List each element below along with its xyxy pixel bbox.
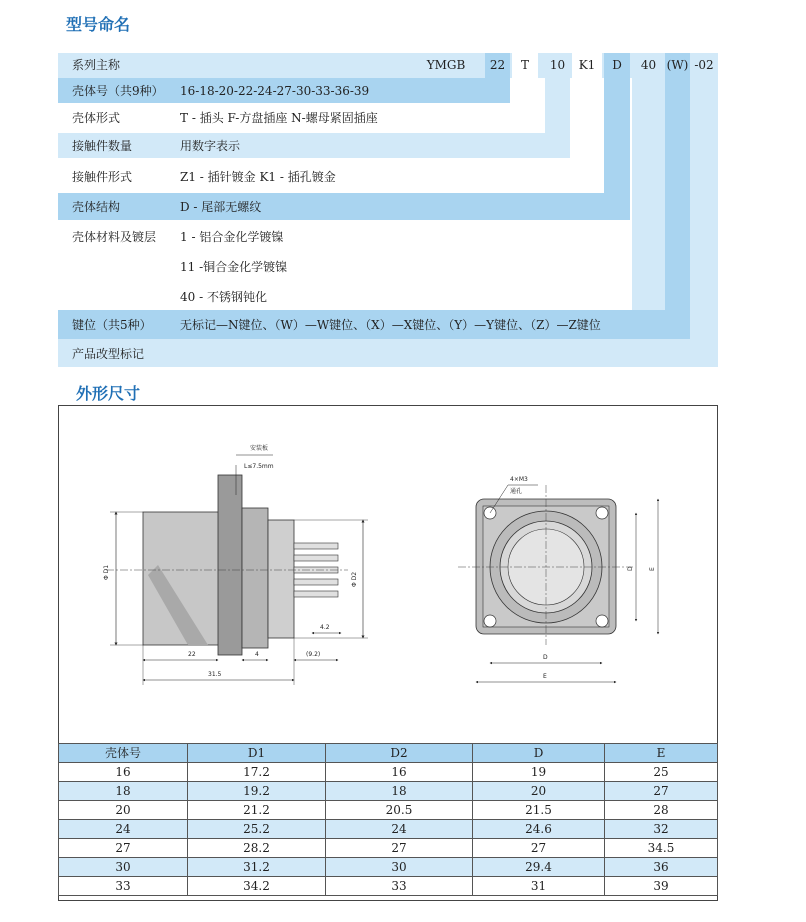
cell: 27 [326, 839, 473, 858]
table-row [59, 839, 718, 858]
col-K1 [572, 53, 602, 193]
row-label-7: 键位（共5种） [72, 318, 152, 332]
row-band-5 [58, 193, 630, 220]
model-naming-chart [0, 0, 806, 380]
side-view [103, 444, 368, 685]
row-label-4: 接触件形式 [72, 170, 133, 184]
table-header-row [59, 744, 718, 763]
col-header-shell: 壳体号 [59, 744, 188, 763]
table-row [59, 820, 718, 839]
code-seg-0: YMGB [426, 58, 466, 72]
cell: 30 [59, 858, 188, 877]
table-row [59, 877, 718, 896]
table-row [59, 763, 718, 782]
col-02 [690, 53, 718, 367]
label-holes: 4×M3 [510, 476, 528, 483]
cell: 34.2 [188, 877, 326, 896]
cell: 20.5 [326, 801, 473, 820]
label-dim-D-horiz: D [543, 654, 548, 661]
row-value-3: 用数字表示 [180, 139, 241, 153]
table-row [59, 801, 718, 820]
cell: 19 [473, 763, 605, 782]
col-header-d2: D2 [326, 744, 473, 763]
code-seg-7: (W) [666, 58, 689, 72]
label-d2: Φ D2 [351, 571, 358, 587]
section-title-model: 型号命名 [66, 15, 131, 34]
col-header-d: D [473, 744, 605, 763]
row-value-6b: 11 -铜合金化学镀镍 [180, 260, 288, 274]
label-dim-92: (9.2) [306, 651, 321, 658]
row-band-3 [58, 133, 570, 158]
cell: 25 [605, 763, 718, 782]
front-view [458, 476, 658, 682]
col-40 [632, 53, 665, 310]
label-dim-D-vert: D [627, 566, 634, 571]
col-header-d1: D1 [188, 744, 326, 763]
cell: 29.4 [473, 858, 605, 877]
cell: 33 [59, 877, 188, 896]
label-dim-315: 31.5 [208, 671, 222, 678]
cell: 33 [326, 877, 473, 896]
label-dim-E-horiz: E [543, 673, 547, 680]
code-seg-6: 40 [640, 58, 657, 72]
label-dim-42: 4.2 [320, 624, 330, 631]
row-label-1: 壳体号（共9种） [72, 84, 164, 98]
cell: 30 [326, 858, 473, 877]
dimension-table [58, 743, 718, 896]
row-label-5: 壳体结构 [72, 200, 121, 214]
cell: 27 [59, 839, 188, 858]
cell: 16 [326, 763, 473, 782]
cell: 17.2 [188, 763, 326, 782]
cell: 18 [59, 782, 188, 801]
cell: 39 [605, 877, 718, 896]
row-label-3: 接触件数量 [72, 139, 133, 153]
cell: 27 [473, 839, 605, 858]
code-seg-1: 22 [489, 58, 506, 72]
label-plate-length: L≤7.5mm [244, 463, 274, 470]
cell: 24 [326, 820, 473, 839]
code-seg-5: D [612, 58, 622, 72]
cell: 31 [473, 877, 605, 896]
table-row [59, 858, 718, 877]
row-value-6c: 40 - 不锈钢钝化 [180, 290, 267, 304]
cell: 27 [605, 782, 718, 801]
row-label-8: 产品改型标记 [72, 347, 145, 361]
cell: 24 [59, 820, 188, 839]
row-value-5: D - 尾部无螺纹 [180, 200, 262, 214]
cell: 21.5 [473, 801, 605, 820]
cell: 20 [473, 782, 605, 801]
cell: 25.2 [188, 820, 326, 839]
cell: 31.2 [188, 858, 326, 877]
cell: 16 [59, 763, 188, 782]
cell: 20 [59, 801, 188, 820]
cell: 24.6 [473, 820, 605, 839]
table-row [59, 782, 718, 801]
cell: 36 [605, 858, 718, 877]
cell: 18 [326, 782, 473, 801]
row-value-1: 16-18-20-22-24-27-30-33-36-39 [180, 84, 370, 98]
code-seg-8: -02 [694, 58, 714, 72]
col-header-e: E [605, 744, 718, 763]
row-value-4: Z1 - 插针镀金 K1 - 插孔镀金 [180, 170, 336, 184]
cell: 28 [605, 801, 718, 820]
cell: 34.5 [605, 839, 718, 858]
code-seg-3: 10 [549, 58, 566, 72]
row-value-2: T - 插头 F-方盘插座 N-螺母紧固插座 [180, 111, 378, 125]
section-title-dimensions: 外形尺寸 [76, 384, 141, 403]
label-plate: 安装板 [250, 445, 269, 452]
row-value-7: 无标记—N键位、（W）—W键位、（X）—X键位、（Y）—Y键位、（Z）—Z键位 [180, 318, 601, 332]
code-seg-2: T [520, 58, 529, 72]
row-band-8 [58, 339, 718, 367]
label-dim-E-vert: E [649, 567, 656, 571]
row-label-0: 系列主称 [72, 58, 121, 72]
cell: 19.2 [188, 782, 326, 801]
code-seg-4: K1 [578, 58, 596, 72]
cell: 21.2 [188, 801, 326, 820]
row-label-2: 壳体形式 [72, 111, 121, 125]
label-holes-through: 通孔 [510, 488, 523, 495]
col-D [604, 53, 630, 220]
col-W [665, 53, 690, 339]
row-value-6a: 1 - 铝合金化学镀镍 [180, 230, 284, 244]
cell: 32 [605, 820, 718, 839]
label-dim-4: 4 [255, 651, 259, 658]
row-label-6: 壳体材料及镀层 [72, 230, 157, 244]
label-d1: Φ D1 [103, 564, 110, 580]
label-dim-22: 22 [188, 651, 196, 658]
cell: 28.2 [188, 839, 326, 858]
dimension-drawing [58, 405, 718, 743]
